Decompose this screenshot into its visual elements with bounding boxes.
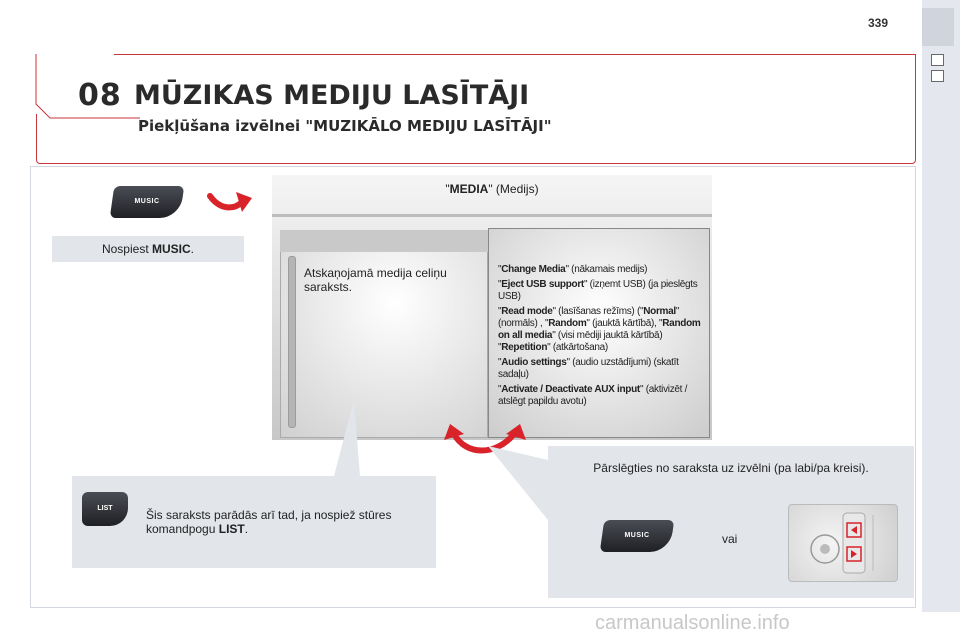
callout-pointer [330, 400, 370, 480]
or-label: vai [722, 532, 738, 546]
checkbox-icon [931, 70, 944, 82]
page-subtitle: Piekļūšana izvēlnei "MUZIKĀLO MEDIJU LASĪTĀJI" [138, 117, 552, 135]
menu-item-eject-usb[interactable]: "Eject USB support" (izņemt USB) (ja pieslēgts USB) [498, 279, 698, 302]
steering-control-illustration [788, 504, 898, 582]
track-list-header [280, 230, 488, 252]
side-strip-tab [922, 8, 954, 46]
press-music-instruction: Nospiest MUSIC. [101, 242, 195, 256]
page-number: 339 [868, 16, 889, 30]
music-button-illustration [600, 520, 674, 552]
checkbox-icon [931, 54, 944, 66]
curved-arrow-icon [206, 188, 254, 218]
track-list-description: Atskaņojamā medija celiņu saraksts. [304, 266, 447, 294]
scrollbar[interactable] [288, 256, 296, 428]
screen-title: "MEDIA" (Medijs) [445, 182, 539, 196]
music-button-label: MUSIC [134, 198, 160, 205]
screen-divider [272, 214, 712, 217]
music-button-illustration [110, 186, 184, 218]
media-menu-items [498, 264, 704, 411]
watermark: carmanualsonline.info [595, 612, 790, 634]
list-note-text: Šis saraksts parādās arī tad, ja nospiež stūres komandpogu LIST. [146, 508, 392, 536]
side-strip [922, 0, 960, 612]
chapter-number: 08 [78, 78, 122, 113]
menu-item-aux-input[interactable]: "Activate / Deactivate AUX input" (aktivizēt / atslēgt papildu avotu) [498, 384, 688, 407]
music-button-label: MUSIC [624, 532, 650, 539]
list-button-illustration [82, 492, 128, 526]
menu-item-change-media[interactable]: "Change Media" (nākamais medijs) [498, 264, 648, 275]
list-button-label: LIST [97, 505, 113, 512]
page-title: MŪZIKAS MEDIJU LASĪTĀJI [134, 80, 530, 111]
switch-note-text: Pārslēgties no saraksta uz izvēlni (pa labi/pa kreisi). [593, 461, 869, 475]
menu-item-audio-settings[interactable]: "Audio settings" (audio uzstādījumi) (skatīt sadaļu) [498, 357, 679, 380]
menu-item-read-mode[interactable]: "Read mode" (lasīšanas režīms) ("Normal" (normāls) , "Random" (jauktā kārtībā), "Random on all media" (visi mēdiji jauktā kārtībā) "Repetition" (atkārtošana) [498, 306, 701, 353]
track-list-pane[interactable] [280, 230, 488, 438]
